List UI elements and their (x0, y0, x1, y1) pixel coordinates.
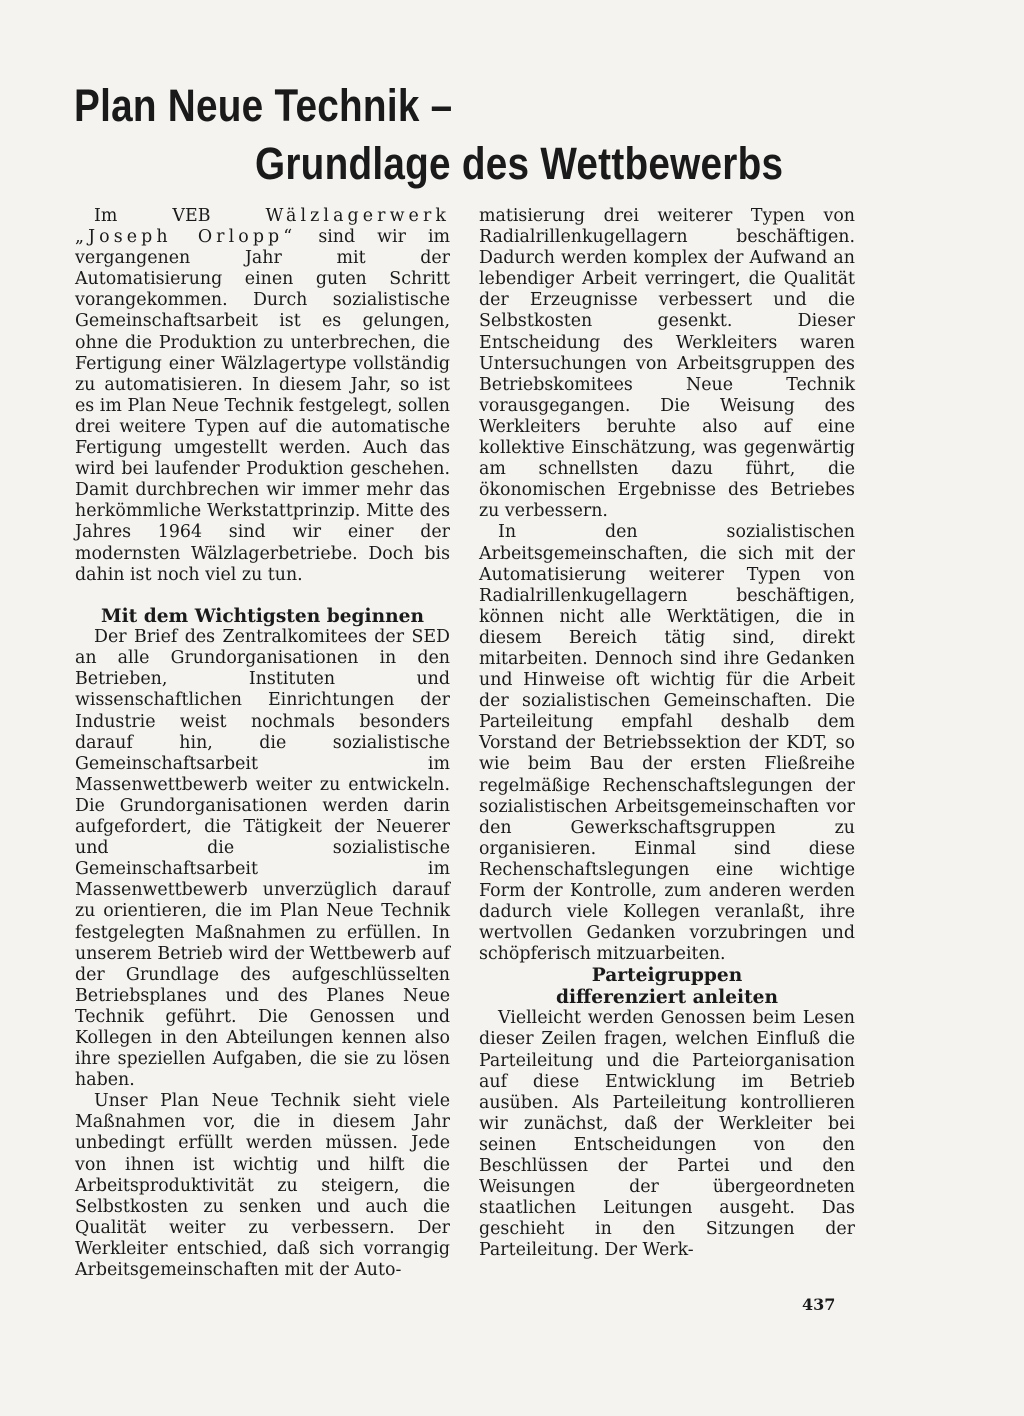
left-column (75, 206, 450, 1281)
paragraph: In den sozialistischen Arbeitsgemeinschaften, die sich mit der Automatisierung weiterer Typen von Radialrillenkugellagern beschäftigen, können nicht alle Werktätigen, die in diesem Bereich tätig sind, direkt mitarbeiten. Dennoch sind ihre Gedanken und Hinweise oft wichtig für die Arbeit der sozialistischen Gemeinschaften. Die Parteileitung empfahl deshalb dem Vorstand der Betriebssektion der KDT, so wie beim Bau der ersten Fließreihe regelmäßige Rechenschaftslegungen der sozialistischen Arbeitsgemeinschaften vor den Gewerkschaftsgruppen zu organisieren. Einmal sind diese Rechenschaftslegungen eine wichtige Form der Kontrolle, zum anderen werden dadurch viele Kollegen veranlaßt, ihre wertvollen Gedanken vorzubringen und schöpferisch mitzuarbeiten. (479, 522, 855, 965)
section-heading-line-1: Parteigruppen (591, 965, 743, 987)
section-heading-line-2: differenziert anleiten (555, 986, 779, 1008)
paragraph-rest: sind wir im vergangenen Jahr mit der Automatisierung einen guten Schritt vorangekommen. Durch sozialistische Gemeinschaftsarbeit ist es gelungen, ohne die Produktion zu unterbrechen, die Fertigung einer Wälzlagertype vollständig zu automatisieren. In diesem Jahr, so ist es im Plan Neue Technik festgelegt, sollen drei weitere Typen auf die automatische Fertigung umgestellt werden. Auch das wird bei laufender Produktion geschehen. Damit durchbrechen wir immer mehr das herkömmliche Werkstattprinzip. Mitte des Jahres 1964 sind wir einer der modernsten Wälzlagerbetriebe. Doch bis dahin ist noch viel zu tun. (75, 227, 451, 585)
paragraph (75, 206, 450, 586)
paragraph: matisierung drei weiterer Typen von Radialrillenkugellagern beschäftigen. Dadurch werden komplex der Aufwand an lebendiger Arbeit verringert, die Qualität der Erzeugnisse verbessert und die Selbstkosten gesenkt. Dieser Entscheidung des Werkleiters waren Untersuchungen von Arbeitsgruppen des Betriebskomitees Neue Technik vorausgegangen. Die Weisung des Werkleiters beruhte also auf eine kollektive Einschätzung, was gegenwärtig am schnellsten dazu führt, die ökonomischen Ergebnisse des Betriebes zu verbessern. (479, 206, 855, 522)
paragraph: Der Brief des Zentralkomitees der SED an alle Grundorganisationen in den Betrieben, Instituten und wissenschaftlichen Einrichtungen der Industrie weist nochmals besonders darauf hin, die sozialistische Gemeinschaftsarbeit im Massenwettbewerb weiter zu entwickeln. Die Grundorganisationen werden darin aufgefordert, die Tätigkeit der Neuerer und die sozialistische Gemeinschaftsarbeit im Massenwettbewerb unverzüglich darauf zu orientieren, die im Plan Neue Technik festgelegten Maßnahmen zu erfüllen. In unserem Betrieb wird der Wettbewerb auf der Grundlage des aufgeschlüsselten Betriebsplanes und des Planes Neue Technik geführt. Die Genossen und Kollegen in den Abteilungen kennen also ihre speziellen Aufgaben, die sie zu lösen haben. (75, 627, 450, 1091)
section-heading: Mit dem Wichtigsten beginnen (101, 605, 424, 627)
right-column (479, 206, 855, 1262)
paragraph: Unser Plan Neue Technik sieht viele Maßnahmen vor, die in diesem Jahr unbedingt erfüllt werden müssen. Jede von ihnen ist wichtig und hilft die Arbeitsproduktivität zu steigern, die Selbstkosten zu senken und auch die Qualität weiter zu verbessern. Der Werkleiter entschied, daß sich vorrangig Arbeitsgemeinschaften mit der Auto- (75, 1091, 450, 1280)
section-heading (479, 965, 855, 1008)
paragraph: Vielleicht werden Genossen beim Lesen dieser Zeilen fragen, welchen Einfluß die Parteileitung und die Parteiorganisation auf diese Entwicklung im Betrieb ausüben. Als Parteileitung kontrollieren wir zunächst, daß der Werkleiter bei seinen Entscheidungen von den Beschlüssen der Partei und den Weisungen der übergeordneten staatlichen Leitungen ausgeht. Das geschieht in den Sitzungen der Parteileitung. Der Werk- (479, 1008, 855, 1261)
company-name: Wälzlagerwerk „Joseph Orlopp“ (75, 206, 450, 248)
paragraph-lead: Im VEB (94, 206, 266, 226)
page-number: 437 (802, 1295, 836, 1314)
headline-line-2: Grundlage des Wettbewerbs (255, 138, 784, 189)
headline-line-1: Plan Neue Technik – (74, 80, 453, 131)
